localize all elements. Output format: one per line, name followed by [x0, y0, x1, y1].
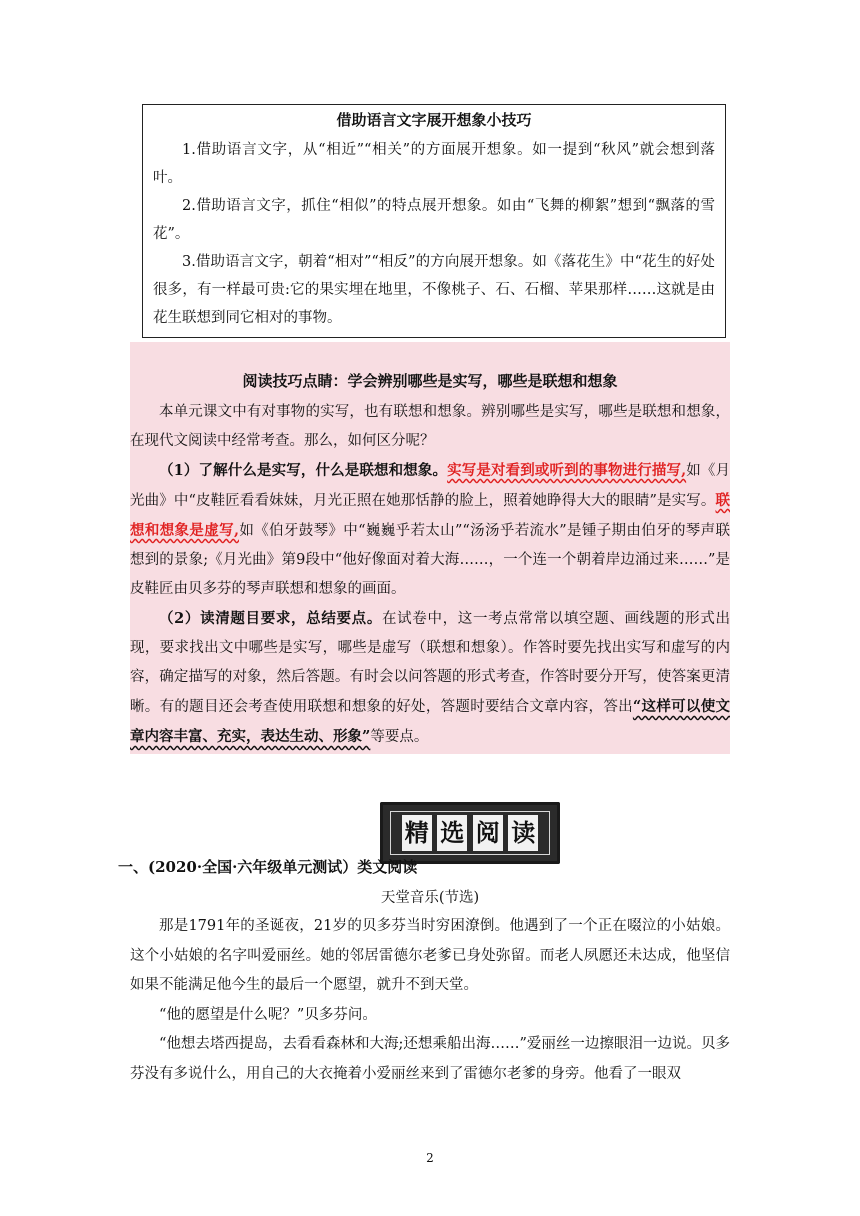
tip-item: 3.借助语言文字，朝着“相对”“相反”的方向展开想象。如《落花生》中“花生的好处很多，有一样最可贵:它的果实埋在地里，不像桃子、石、石榴、苹果那样……这就是由花生联想到同它相对的事物。	[153, 254, 715, 326]
skill-point-2-body: 在试卷中，这一考点常常以填空题、画线题的形式出现，要求找出文中哪些是实写，哪些是虚写（联想和想象）。作答时要先找出实写和虚写的内容，确定描写的对象，然后答题。有时会以问答题的形式考查，作答时要分开写，使答案更清晰。有的题目还会考查使用联想和想象的好处，答题时要结合文章内容，答出	[130, 611, 730, 715]
reading-skill-section	[130, 342, 730, 754]
passage-paragraph: 那是1791年的圣诞夜，21岁的贝多芬当时穷困潦倒。他遇到了一个正在啜泣的小姑娘。这个小姑娘的名字叫爱丽丝。她的邻居雷德尔老爹已身处弥留。而老人夙愿还未达成，他坚信如果不能满足他今生的最后一个愿望，就升不到天堂。	[130, 918, 730, 993]
skill-point-2-end: 等要点。	[370, 729, 429, 745]
skill-point-1-tail: 如《伯牙鼓琴》中“巍巍乎若太山”“汤汤乎若流水”是锺子期由伯牙的琴声联想到的景象;《月光曲》第9段中“他好像面对着大海……，一个连一个朝着岸边涌过来……”是皮鞋匠由贝多芬的琴声联想和想象的画面。	[130, 523, 730, 597]
banner-char: 读	[508, 815, 538, 851]
banner-char: 选	[437, 815, 467, 851]
tips-box	[142, 104, 726, 338]
banner-char: 阅	[473, 815, 503, 851]
skill-point-2	[130, 604, 730, 752]
skill-point-1	[130, 456, 730, 604]
skill-point-1-lead: （1）了解什么是实写，什么是联想和想象。	[159, 462, 448, 479]
highlight-imaginative-writing: 联想和想象是虚写,	[130, 492, 730, 539]
skill-point-1-example: 如《月光曲》中“皮鞋匠看看妹妹，月光正照在她那恬静的脸上，照着她睁得大大的眼睛”是实写。	[130, 463, 731, 509]
skill-intro: 本单元课文中有对事物的实写，也有联想和想象。辨别哪些是实写，哪些是联想和想象，在现代文阅读中经常考查。那么，如何区分呢？	[130, 404, 730, 449]
skill-point-2-lead: （2）读清题目要求，总结要点。	[159, 610, 382, 627]
passage-title: 天堂音乐(节选)	[380, 890, 480, 906]
question-heading: 一、(2020·全国·六年级单元测试）类文阅读	[118, 858, 418, 876]
page-number: 2	[426, 1151, 434, 1165]
skill-title: 阅读技巧点睛：学会辨别哪些是实写，哪些是联想和想象	[242, 372, 618, 390]
passage-paragraph: “他的愿望是什么呢？”贝多芬问。	[159, 1006, 377, 1023]
tip-item: 2.借助语言文字，抓住“相似”的特点展开想象。如由“飞舞的柳絮”想到“飘落的雪花”。	[153, 198, 715, 242]
skill-key-answer: “这样可以使文章内容丰富、充实，表达生动、形象”	[130, 698, 730, 745]
tips-title: 借助语言文字展开想象小技巧	[336, 111, 532, 129]
passage-body	[130, 912, 730, 1089]
highlight-realistic-writing: 实写是对看到或听到的事物进行描写,	[447, 462, 687, 479]
tip-item: 1.借助语言文字，从“相近”“相关”的方面展开想象。如一提到“秋风”就会想到落叶。	[153, 142, 715, 186]
passage-paragraph: “他想去塔西提岛，去看看森林和大海;还想乘船出海……”爱丽丝一边擦眼泪一边说。贝多芬没有多说什么，用自己的大衣掩着小爱丽丝来到了雷德尔老爹的身旁。他看了一眼双	[130, 1036, 730, 1082]
banner-frame	[390, 811, 550, 855]
selected-reading-banner	[380, 802, 560, 864]
banner-char: 精	[402, 815, 432, 851]
